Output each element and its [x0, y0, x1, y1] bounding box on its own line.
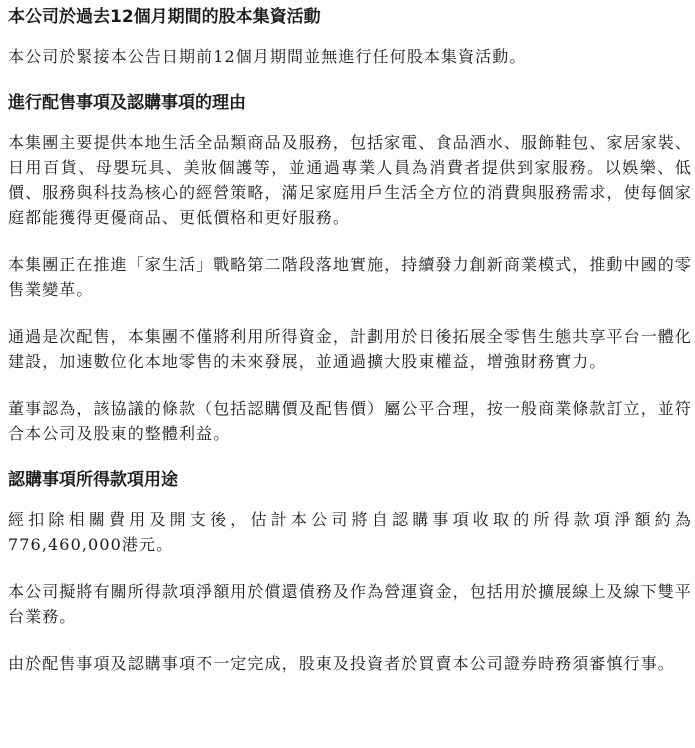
paragraph-home-life-strategy: 本集團正在推進「家生活」戰略第二階段落地實施，持續發力創新商業模式，推動中國的零售業變革。: [8, 255, 693, 299]
announcement-document: [8, 4, 692, 676]
section-heading-reasons: 進行配售事項及認購事項的理由: [8, 93, 246, 113]
paragraph-caution-notice: 由於配售事項及認購事項不一定完成，股東及投資者於買賣本公司證券時務須審慎行事。: [8, 654, 675, 673]
paragraph-no-fundraising: 本公司於緊接本公告日期前12個月期間並無進行任何股本集資活動。: [8, 47, 527, 66]
paragraph-net-proceeds: 經扣除相關費用及開支後，估計本公司將自認購事項收取的所得款項淨額約為776,460,000港元。: [8, 510, 692, 554]
section-heading-fundraising-activities: 本公司於過去12個月期間的股本集資活動: [8, 7, 321, 27]
paragraph-directors-view: 董事認為，該協議的條款（包括認購價及配售價）屬公平合理，按一般商業條款訂立，並符合本公司及股東的整體利益。: [8, 399, 693, 443]
paragraph-placing-purpose: 通過是次配售，本集團不僅將利用所得資金，計劃用於日後拓展全零售生態共享平台一體化建設，加速數位化本地零售的未來發展，並通過擴大股東權益，增強財務實力。: [8, 327, 693, 371]
paragraph-group-business: 本集團主要提供本地生活全品類商品及服務，包括家電、食品酒水、服飾鞋包、家居家裝、日用百貨、母嬰玩具、美妝個護等，並通過專業人員為消費者提供到家服務。以娛樂、低價、服務與科技為核心的經營策略，滿足家庭用戶生活全方位的消費與服務需求，使每個家庭都能獲得更優商品、更低價格和更好服務。: [8, 133, 693, 227]
section-heading-use-of-proceeds: 認購事項所得款項用途: [8, 470, 178, 490]
paragraph-proceeds-allocation: 本公司擬將有關所得款項淨額用於償還債務及作為營運資金，包括用於擴展線上及線下雙平台業務。: [8, 582, 693, 626]
